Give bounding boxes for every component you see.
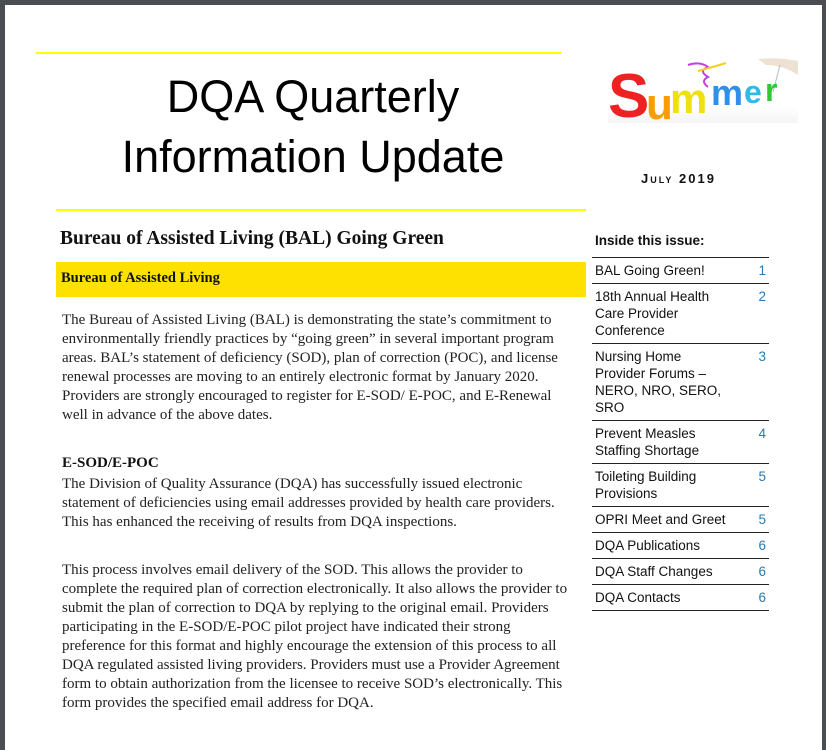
toc-item-label: Nursing Home Provider Forums – NERO, NRO, SERO, SRO [595, 349, 722, 415]
toc-item-page: 3 [758, 349, 766, 364]
toc-item[interactable] [592, 559, 769, 585]
title-bottom-rule [56, 209, 586, 211]
section-heading-esod-epoc: E-SOD/E-POC [62, 455, 159, 471]
toc-item[interactable] [592, 533, 769, 559]
toc-item-page: 6 [758, 564, 766, 579]
article-paragraph-1: The Bureau of Assisted Living (BAL) is demonstrating the state’s commitment to environmentally friendly practices by “going green” in several important program areas. BAL’s statement of deficiency (SOD), plan of correction (POC), and license renewal processes are moving to an entirely electronic format by January 2020. Providers are strongly encouraged to register for E-SOD/ E-POC, and E-Renewal well in advance of the above dates. [62, 312, 558, 423]
article-heading: Bureau of Assisted Living (BAL) Going Green [60, 228, 444, 249]
toc-title: Inside this issue: [592, 229, 769, 258]
title-top-rule [36, 52, 561, 54]
toc-item-page: 5 [758, 512, 766, 527]
article-subheading: Bureau of Assisted Living [61, 270, 220, 286]
toc-item-label: BAL Going Green! [595, 263, 705, 278]
table-of-contents [592, 229, 769, 611]
toc-item-label: 18th Annual Health Care Provider Conference [595, 289, 710, 338]
toc-item-label: DQA Publications [595, 538, 701, 553]
newsletter-title [57, 67, 569, 187]
toc-item[interactable] [592, 421, 769, 464]
toc-item[interactable] [592, 585, 769, 611]
toc-item-label: DQA Staff Changes [595, 564, 713, 579]
toc-item[interactable] [592, 284, 769, 344]
toc-item-page: 5 [758, 469, 766, 484]
toc-item[interactable] [592, 464, 769, 507]
svg-text:u: u [646, 80, 673, 123]
toc-item-label: OPRI Meet and Greet [595, 512, 726, 527]
toc-item-page: 2 [758, 289, 766, 304]
summer-banner-image [608, 57, 798, 123]
toc-item[interactable] [592, 344, 769, 421]
article-paragraph-3: This process involves email delivery of the SOD. This allows the provider to complete the required plan of correction electronically. It also allows the provider to submit the plan of correction to DQA by replying to the original email. Providers participating in the E-SOD/E-POC pilot project have indicated their strong preference for this format and highly encourage the extension of this process to all DQA regulated assisted living providers. Providers must use a Provider Agreement form to obtain authorization from the licensee to receive SOD’s electronically. This form provides the specified email address for DQA. [62, 562, 568, 711]
toc-item[interactable] [592, 507, 769, 533]
toc-item[interactable] [592, 258, 769, 284]
toc-item-label: Prevent Measles Staffing Shortage [595, 426, 700, 458]
toc-item-page: 1 [758, 263, 766, 278]
toc-item-label: Toileting Building Provisions [595, 469, 697, 501]
svg-text:m: m [670, 75, 708, 122]
toc-item-label: DQA Contacts [595, 590, 681, 605]
toc-item-page: 6 [758, 590, 766, 605]
toc-item-page: 4 [758, 426, 766, 441]
article-subheading-bar [56, 262, 586, 297]
svg-text:S: S [608, 62, 650, 123]
svg-text:m: m [711, 72, 744, 113]
issue-date: July 2019 [641, 171, 716, 186]
svg-text:r: r [765, 72, 778, 108]
title-line-2: Information Update [121, 131, 505, 182]
toc-item-page: 6 [758, 538, 766, 553]
svg-text:e: e [744, 74, 762, 110]
document-page [5, 5, 822, 750]
article-paragraph-2: The Division of Quality Assurance (DQA) has successfully issued electronic statement of deficiencies using email addresses provided by health care providers. This has enhanced the receiving of results from DQA inspections. [62, 476, 555, 530]
title-line-1: DQA Quarterly [166, 71, 460, 122]
